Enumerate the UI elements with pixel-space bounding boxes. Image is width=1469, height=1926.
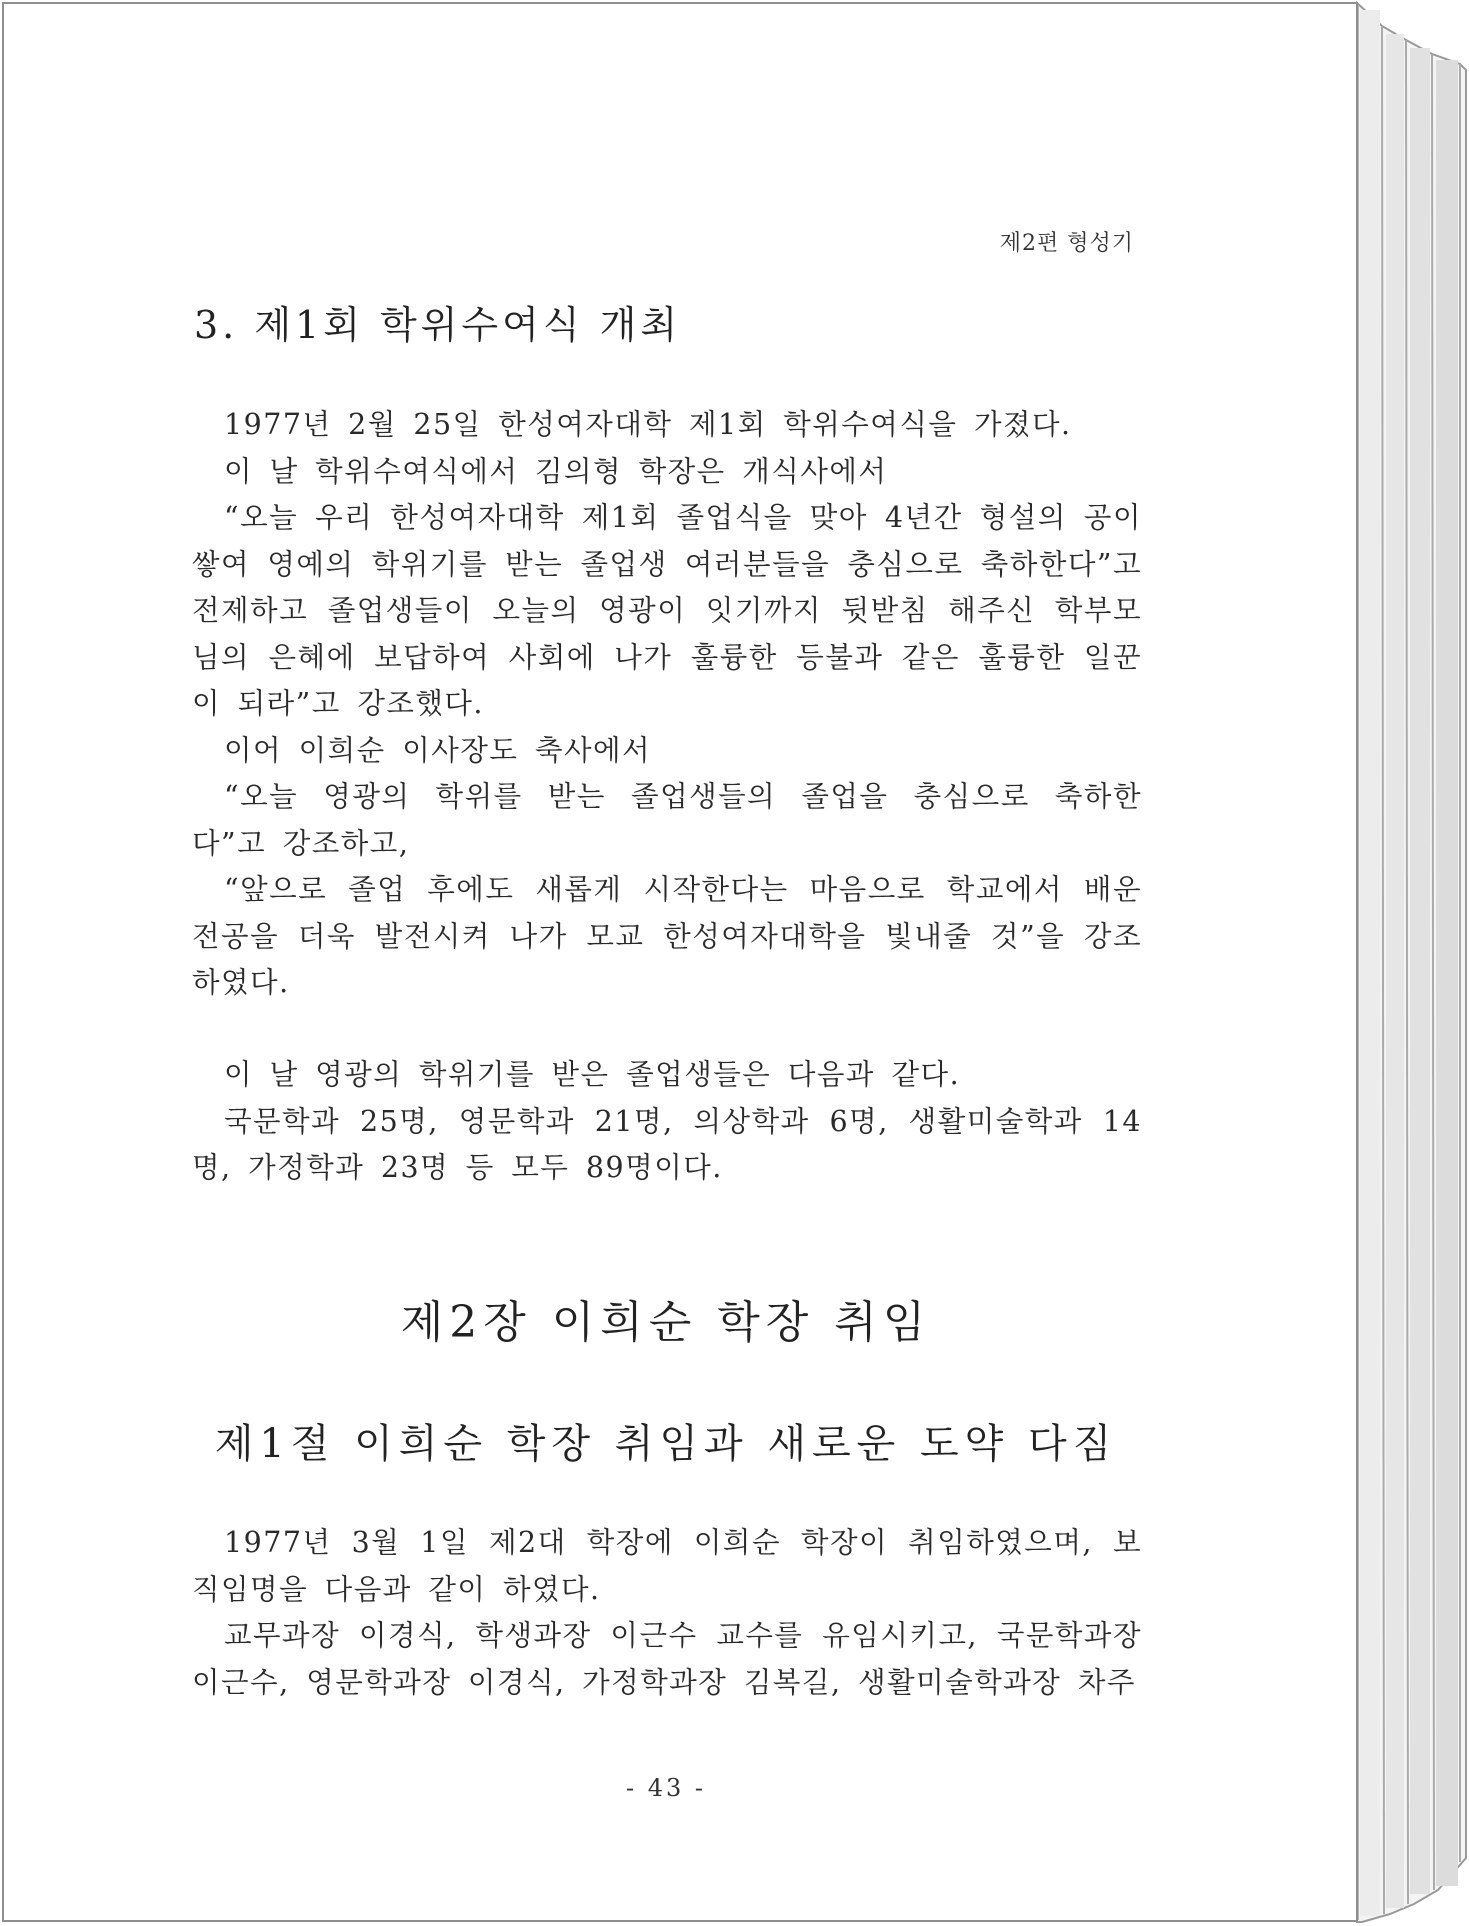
section-body	[192, 402, 1142, 1007]
book-page	[2, 2, 1358, 1922]
paragraph: “오늘 우리 한성여자대학 제1회 졸업식을 맞아 4년간 형설의 공이 쌓여 영예의 학위기를 받는 졸업생 여러분들을 충심으로 축하한다”고 전제하고 졸업생들이 오늘의 영광이 잇기까지 뒷받침 해주신 학부모님의 은혜에 보답하여 사회에 나가 훌륭한 등불과 같은 훌륭한 일꾼이 되라”고 강조했다.	[192, 501, 1142, 720]
paragraph: 1977년 3월 1일 제2대 학장에 이희순 학장이 취임하였으며, 보직임명을 다음과 같이 하였다.	[192, 1526, 1142, 1606]
book-page-edges	[1356, 0, 1469, 1926]
paragraph: 1977년 2월 25일 한성여자대학 제1회 학위수여식을 가졌다.	[224, 408, 1072, 441]
paragraph: 이어 이희순 이사장도 축사에서	[224, 733, 652, 767]
page-number: - 43 -	[625, 1774, 706, 1802]
paragraph: 이 날 학위수여식에서 김의형 학장은 개식사에서	[224, 454, 888, 488]
paragraph: 이 날 영광의 학위기를 받은 졸업생들은 다음과 같다.	[224, 1058, 961, 1091]
running-header: 제2편 형성기	[999, 231, 1134, 256]
paragraph: “오늘 영광의 학위를 받는 졸업생들의 졸업을 충심으로 축하한다”고 강조하고,	[192, 780, 1142, 860]
paragraph: “앞으로 졸업 후에도 새롭게 시작한다는 마음으로 학교에서 배운 전공을 더욱 발전시켜 나가 모교 한성여자대학을 빛내줄 것”을 강조하였다.	[192, 873, 1142, 999]
paragraph: 국문학과 25명, 영문학과 21명, 의상학과 6명, 생활미술학과 14명, 가정학과 23명 등 모두 89명이다.	[192, 1104, 1142, 1184]
section-title: 3. 제1회 학위수여식 개최	[194, 303, 682, 347]
section-body-graduates	[192, 1052, 1142, 1192]
subchapter-body	[192, 1520, 1142, 1706]
paragraph: 교무과장 이경식, 학생과장 이근수 교수를 유임시키고, 국문학과장 이근수, 영문학과장 이경식, 가정학과장 김복길, 생활미술학과장 차주	[192, 1619, 1142, 1699]
chapter-title: 제2장 이희순 학장 취임	[400, 1297, 932, 1348]
subchapter-title: 제1절 이희순 학장 취임과 새로운 도약 다짐	[214, 1421, 1118, 1467]
